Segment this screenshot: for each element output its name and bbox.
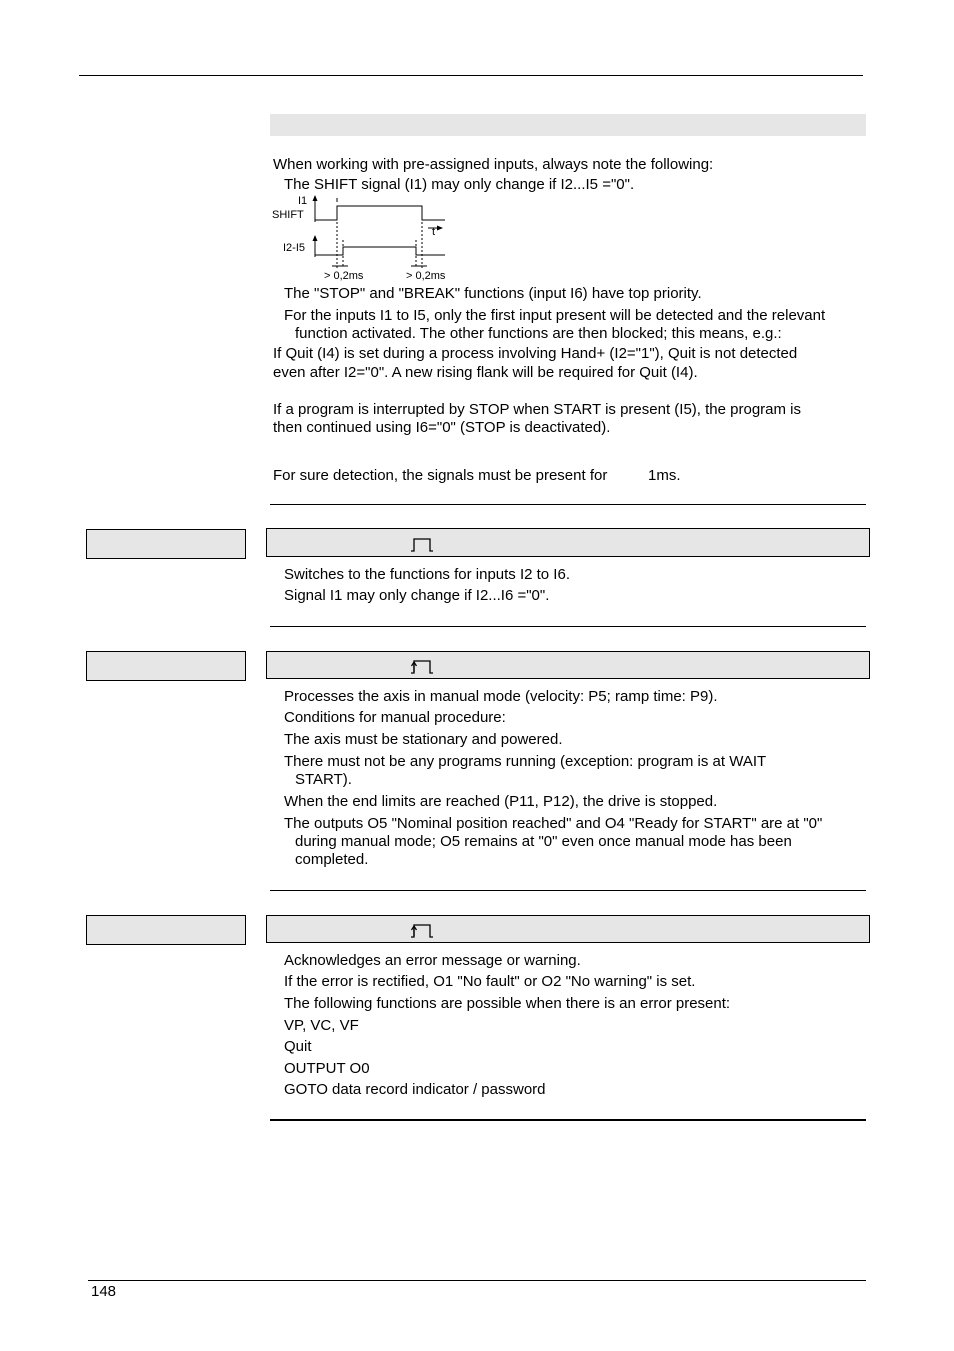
divider-1 [270, 504, 866, 505]
timing-diagram [270, 192, 460, 284]
quit-line-4: VP, VC, VF [284, 1017, 359, 1034]
intro-line-7b: 1ms. [648, 467, 681, 484]
page-number: 148 [91, 1283, 117, 1300]
manual-line-1: Processes the axis in manual mode (velocity: P5; ramp time: P9). [284, 688, 718, 705]
shift-line-2: Signal I1 may only change if I2...I6 ="0". [284, 587, 550, 604]
quit-line-2: If the error is rectified, O1 "No fault" or O2 "No warning" is set. [284, 973, 696, 990]
section-heading-bar [270, 114, 866, 136]
shift-header-bar [266, 528, 870, 557]
manual-line-4b: START). [295, 771, 352, 788]
section-end-rule [270, 1119, 866, 1121]
manual-line-6c: completed. [295, 851, 369, 868]
manual-line-6b: during manual mode; O5 remains at "0" even once manual mode has been [295, 833, 792, 850]
manual-line-4a: There must not be any programs running (exception: program is at WAIT [284, 753, 767, 770]
shift-label-box [86, 529, 246, 559]
quit-line-6: OUTPUT O0 [284, 1060, 370, 1077]
intro-line-1: When working with pre-assigned inputs, always note the following: [273, 156, 714, 173]
static-signal-icon [409, 536, 435, 554]
quit-header-bar [266, 915, 870, 943]
manual-line-3: The axis must be stationary and powered. [284, 731, 563, 748]
quit-line-1: Acknowledges an error message or warning. [284, 952, 581, 969]
quit-line-7: GOTO data record indicator / password [284, 1081, 546, 1098]
rising-edge-icon [409, 658, 435, 676]
divider-3 [270, 890, 866, 891]
intro-line-4a: For the inputs I1 to I5, only the first input present will be detected and the relevant [284, 307, 826, 324]
diagram-label-delay-1: > 0,2ms [324, 270, 364, 282]
diagram-label-time: t [432, 226, 436, 238]
intro-line-6a: If a program is interrupted by STOP when START is present (I5), the program is [273, 401, 802, 418]
intro-line-2: The SHIFT signal (I1) may only change if I2...I5 ="0". [284, 176, 635, 193]
shift-line-1: Switches to the functions for inputs I2 to I6. [284, 566, 570, 583]
manual-header-bar [266, 651, 870, 679]
divider-2 [270, 626, 866, 627]
intro-line-4b: function activated. The other functions are then blocked; this means, e.g.: [295, 325, 782, 342]
diagram-label-delay-2: > 0,2ms [406, 270, 446, 282]
intro-line-7a: For sure detection, the signals must be present for [273, 467, 608, 484]
intro-line-5a: If Quit (I4) is set during a process involving Hand+ (I2="1"), Quit is not detected [273, 345, 798, 362]
quit-label-box [86, 915, 246, 945]
diagram-label-i2-i5: I2-I5 [283, 242, 306, 254]
diagram-label-i1: I1 [298, 195, 308, 207]
manual-line-6a: The outputs O5 "Nominal position reached" and O4 "Ready for START" are at "0" [284, 815, 823, 832]
manual-label-box [86, 651, 246, 681]
intro-line-6b: then continued using I6="0" (STOP is deactivated). [273, 419, 611, 436]
footer-rule [88, 1280, 866, 1281]
manual-line-2: Conditions for manual procedure: [284, 709, 506, 726]
rising-edge-icon [409, 922, 435, 940]
diagram-label-shift: SHIFT [272, 209, 304, 221]
intro-line-3: The "STOP" and "BREAK" functions (input I6) have top priority. [284, 285, 702, 302]
header-rule [79, 75, 863, 76]
quit-line-3: The following functions are possible when there is an error present: [284, 995, 731, 1012]
manual-line-5: When the end limits are reached (P11, P12), the drive is stopped. [284, 793, 718, 810]
timing-waveform [270, 192, 460, 284]
quit-line-5: Quit [284, 1038, 312, 1055]
intro-line-5b: even after I2="0". A new rising flank will be required for Quit (I4). [273, 364, 698, 381]
